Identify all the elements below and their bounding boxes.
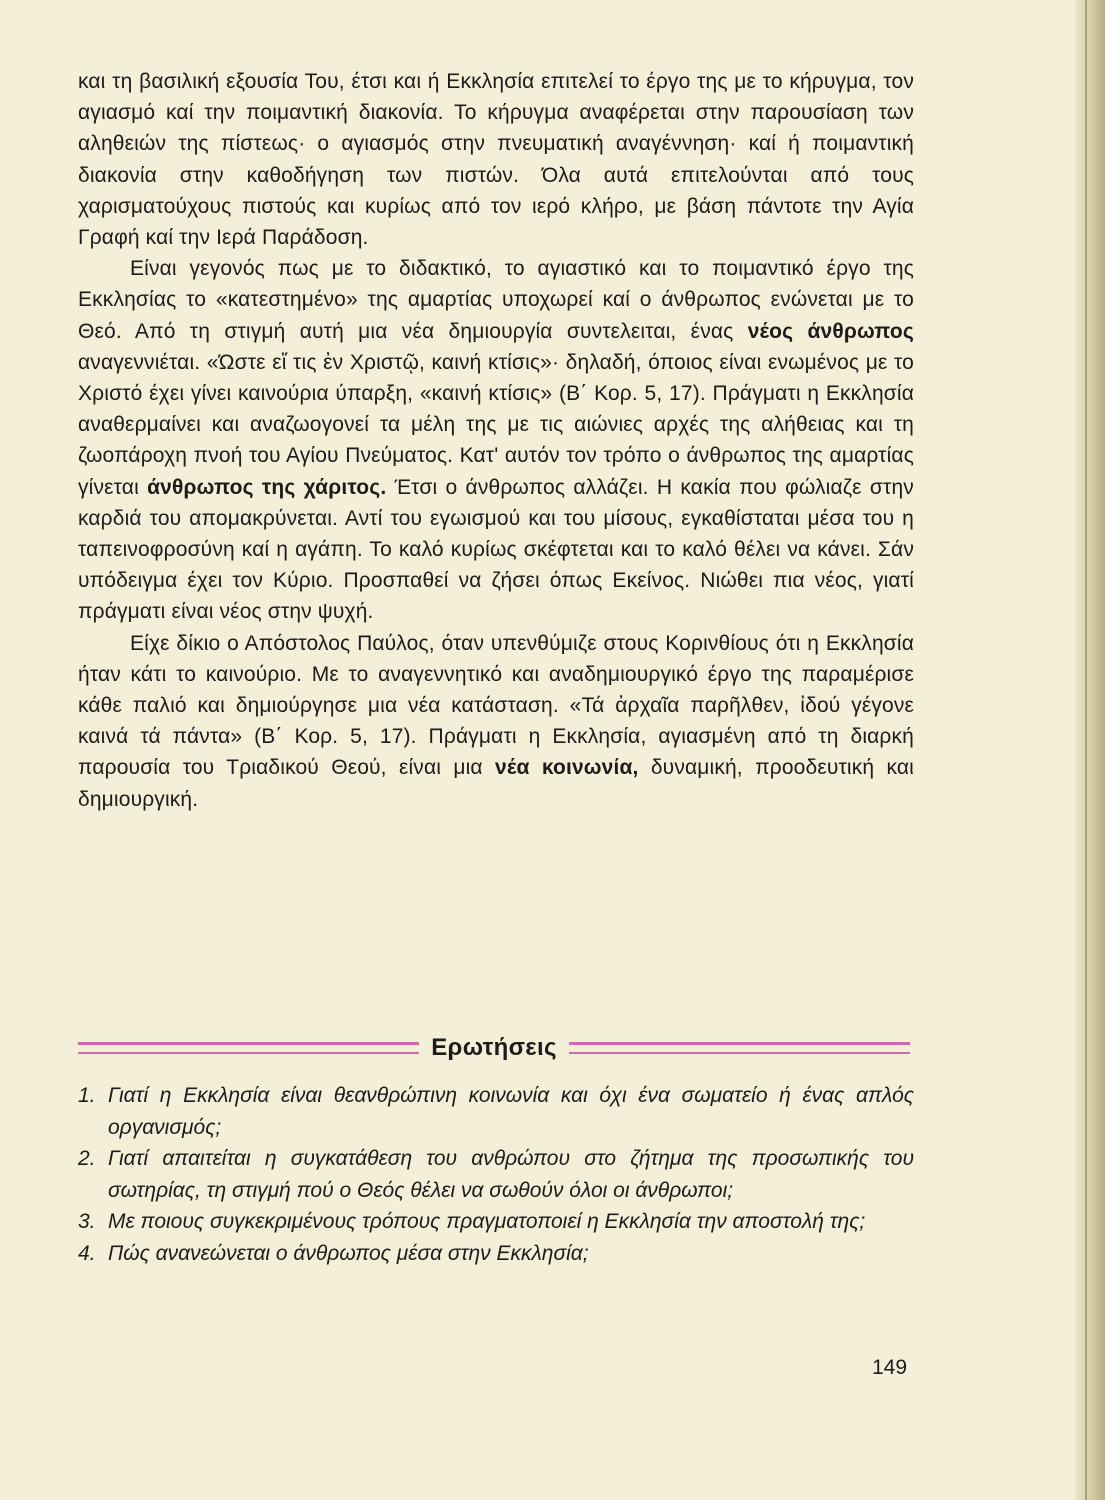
paragraph-2-text-c: Έτσι ο άνθρωπος αλλάζει. Η κακία που φώλιαζε στην καρδιά του απομακρύνεται. Αντί του εγωισμού και του μίσους, εγκαθίσταται μέσα του η ταπεινοφροσύνη καί η αγάπη. Το καλό κυρίως σκέφτεται και το καλό θέλει να κάνει. Σάν υπόδειγμα έχει τον Κύριο. Προσπαθεί να ζήσει όπως Εκείνος. Νιώθει πια νέος, γιατί πράγματι είναι νέος στην ψυχή.: [78, 475, 914, 624]
questions-rule-right: [569, 1042, 910, 1054]
paragraph-2-text-b: αναγεννιέται. «Ώστε εἴ τις ἐν Χριστῷ, καινή κτίσις»· δηλαδή, όποιος είναι ενωμένος με το Χριστό έχει γίνει καινούρια ύπαρξη, «καινή κτίσις» (Β΄ Κορ. 5, 17). Πράγματι η Εκκλησία αναθερμαίνει και αναζωογονεί τα μέλη της με τις αιώνιες αρχές της αλήθειας και τη ζωοπάροχη πνοή του Αγίου Πνεύματος. Κατ' αυτόν τον τρόπο ο άνθρωπος της αμαρτίας γίνεται: [78, 350, 914, 499]
question-number: 1.: [78, 1084, 96, 1107]
bold-phrase-new-man: νέος άνθρωπος: [747, 319, 914, 343]
question-item: [78, 1143, 914, 1206]
questions-list: [78, 1080, 914, 1269]
paragraph-3: [78, 628, 914, 815]
questions-rule-left: [78, 1042, 419, 1054]
question-number: 2.: [78, 1147, 96, 1170]
bold-phrase-new-society: νέα κοινωνία,: [495, 756, 639, 780]
paragraph-1: και τη βασιλική εξουσία Του, έτσι και ή Εκκλησία επιτελεί το έργο της με το κήρυγμα, τον αγιασμό καί την ποιμαντική διακονία. Το κήρυγμα αναφέρεται στην παρουσίαση των αληθειών της πίστεως· ο αγιασμός στην πνευματική αναγέννηση· καί ή ποιμαντική διακονία στην καθοδήγηση των πιστών. Όλα αυτά επιτελούνται από τους χαρισματούχους πιστούς και κυρίως από τον ιερό κλήρο, με βάση πάντοτε την Αγία Γραφή καί την Ιερά Παράδοση.: [78, 70, 914, 250]
question-item: [78, 1238, 914, 1270]
question-text: Γιατί η Εκκλησία είναι θεανθρώπινη κοινωνία και όχι ένα σωματείο ή ένας απλός οργανισμός;: [108, 1084, 914, 1139]
paragraph-3-text-b: δυναμική, προοδευτική και δημιουργική.: [78, 756, 914, 811]
question-text: Γιατί απαιτείται η συγκατάθεση του ανθρώπου στο ζήτημα της προσωπικής του σωτηρίας, τη στιγμή πού ο Θεός θέλει να σωθούν όλοι οι άνθρωποι;: [108, 1147, 914, 1202]
questions-header: [78, 1028, 910, 1068]
page-edge-line: [1085, 0, 1087, 1500]
question-text: Με ποιους συγκεκριμένους τρόπους πραγματοποιεί η Εκκλησία την αποστολή της;: [108, 1210, 866, 1233]
question-number: 3.: [78, 1210, 96, 1233]
question-text: Πώς ανανεώνεται ο άνθρωπος μέσα στην Εκκλησία;: [108, 1241, 589, 1265]
questions-title: Ερωτήσεις: [431, 1034, 557, 1061]
question-number: 4.: [78, 1241, 96, 1265]
bold-phrase-man-of-grace: άνθρωπος της χάριτος.: [147, 475, 387, 499]
question-item: [78, 1080, 914, 1143]
main-text: [78, 66, 914, 815]
paragraph-2-text-a: Είναι γεγονός πως με το διδακτικό, το αγιαστικό και το ποιμαντικό έργο της Εκκλησίας το «κατεστημένο» της αμαρτίας υποχωρεί καί ο άνθρωπος ενώνεται με το Θεό. Από τη στιγμή αυτή μια νέα δημιουργία συντελειται, ένας: [78, 257, 914, 343]
page-number: 149: [872, 1356, 908, 1379]
page-edge: [1075, 0, 1105, 1500]
paragraph-2: [78, 253, 914, 627]
question-item: [78, 1206, 914, 1238]
paragraph-3-text-a: Είχε δίκιο ο Απόστολος Παύλος, όταν υπενθύμιζε στους Κορινθίους ότι η Εκκλησία ήταν κάτι το καινούριο. Με το αναγεννητικό και αναδημιουργικό έργο της παραμέρισε κάθε παλιό και δημιούργησε μια νέα κατάσταση. «Τά ἀρχαῖα παρῆλθεν, ἰδού γέγονε καινά τά πάντα» (Β΄ Κορ. 5, 17). Πράγματι η Εκκλησία, αγιασμένη από τη διαρκή παρουσία του Τριαδικού Θεού, είναι μια: [78, 631, 914, 780]
